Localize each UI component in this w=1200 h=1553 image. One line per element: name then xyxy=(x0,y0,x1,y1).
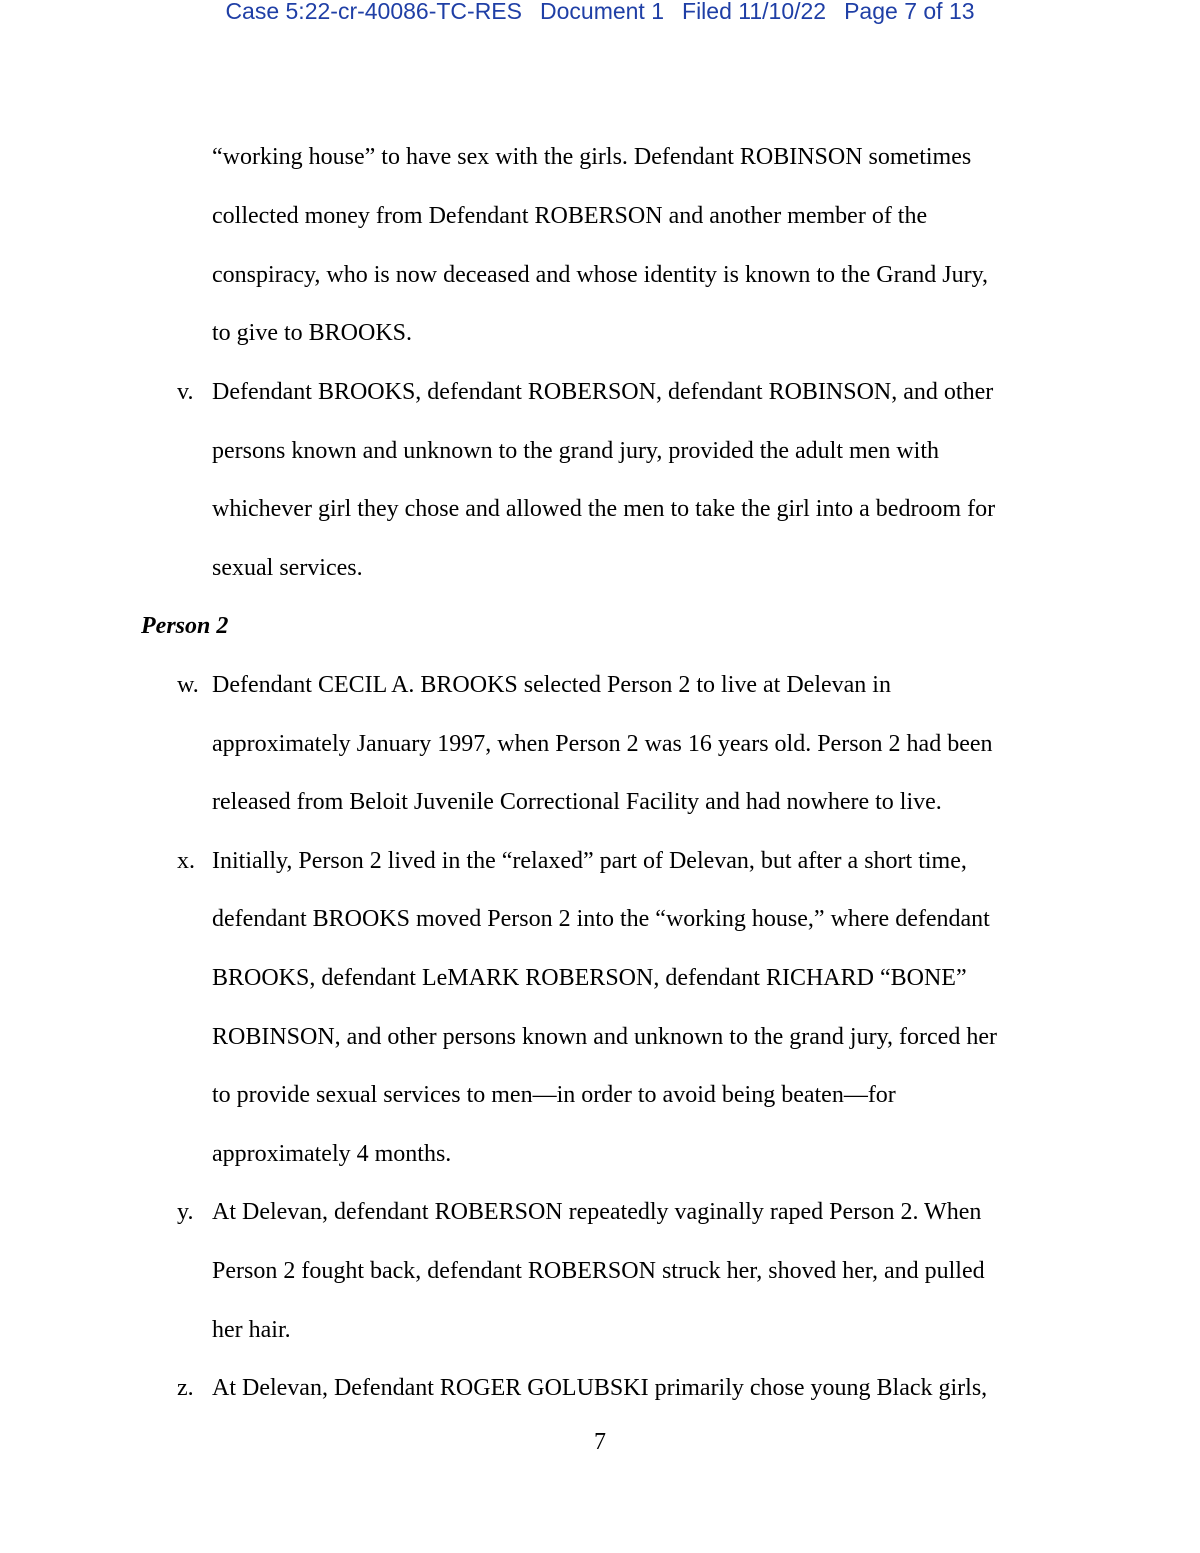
body-line: approximately 4 months. xyxy=(212,1141,452,1167)
body-line: Defendant BROOKS, defendant ROBERSON, defendant ROBINSON, and other xyxy=(212,379,994,405)
item-marker-x: x. xyxy=(177,848,195,874)
page-number: 7 xyxy=(594,1429,606,1455)
body-line: to provide sexual services to men—in order to avoid being beaten—for xyxy=(212,1082,896,1108)
body-line: collected money from Defendant ROBERSON and another member of the xyxy=(212,203,928,229)
body-line: persons known and unknown to the grand jury, provided the adult men with xyxy=(212,438,939,464)
body-line: to give to BROOKS. xyxy=(212,320,413,346)
header-case-number: Case 5:22-cr-40086-TC-RES xyxy=(225,0,522,24)
body-line: Person 2 fought back, defendant ROBERSON struck her, shoved her, and pulled xyxy=(212,1258,985,1284)
body-line: approximately January 1997, when Person 2 was 16 years old. Person 2 had been xyxy=(212,731,993,757)
body-line: At Delevan, defendant ROBERSON repeatedly vaginally raped Person 2. When xyxy=(212,1199,982,1225)
body-line: sexual services. xyxy=(212,555,363,581)
item-marker-y: y. xyxy=(177,1199,194,1225)
body-line: whichever girl they chose and allowed the men to take the girl into a bedroom for xyxy=(212,496,996,522)
body-line: BROOKS, defendant LeMARK ROBERSON, defendant RICHARD “BONE” xyxy=(212,965,967,991)
body-line: defendant BROOKS moved Person 2 into the “working house,” where defendant xyxy=(212,906,990,932)
body-line: At Delevan, Defendant ROGER GOLUBSKI primarily chose young Black girls, xyxy=(212,1375,988,1401)
body-line: her hair. xyxy=(212,1317,291,1343)
section-subheading: Person 2 xyxy=(141,613,229,639)
body-line: ROBINSON, and other persons known and unknown to the grand jury, forced her xyxy=(212,1024,997,1050)
body-line: conspiracy, who is now deceased and whose identity is known to the Grand Jury, xyxy=(212,262,989,288)
ecf-header xyxy=(0,0,1200,26)
body-line: Defendant CECIL A. BROOKS selected Person 2 to live at Delevan in xyxy=(212,672,891,698)
header-document-number: Document 1 xyxy=(540,0,665,24)
body-line: “working house” to have sex with the girls. Defendant ROBINSON sometimes xyxy=(212,144,972,170)
item-marker-v: v. xyxy=(177,379,194,405)
body-line: Initially, Person 2 lived in the “relaxed” part of Delevan, but after a short time, xyxy=(212,848,967,874)
item-marker-w: w. xyxy=(177,672,199,698)
header-page-count: Page 7 of 13 xyxy=(844,0,975,24)
body-line: released from Beloit Juvenile Correctional Facility and had nowhere to live. xyxy=(212,789,942,815)
header-filed-date: Filed 11/10/22 xyxy=(682,0,827,24)
item-marker-z: z. xyxy=(177,1375,194,1401)
